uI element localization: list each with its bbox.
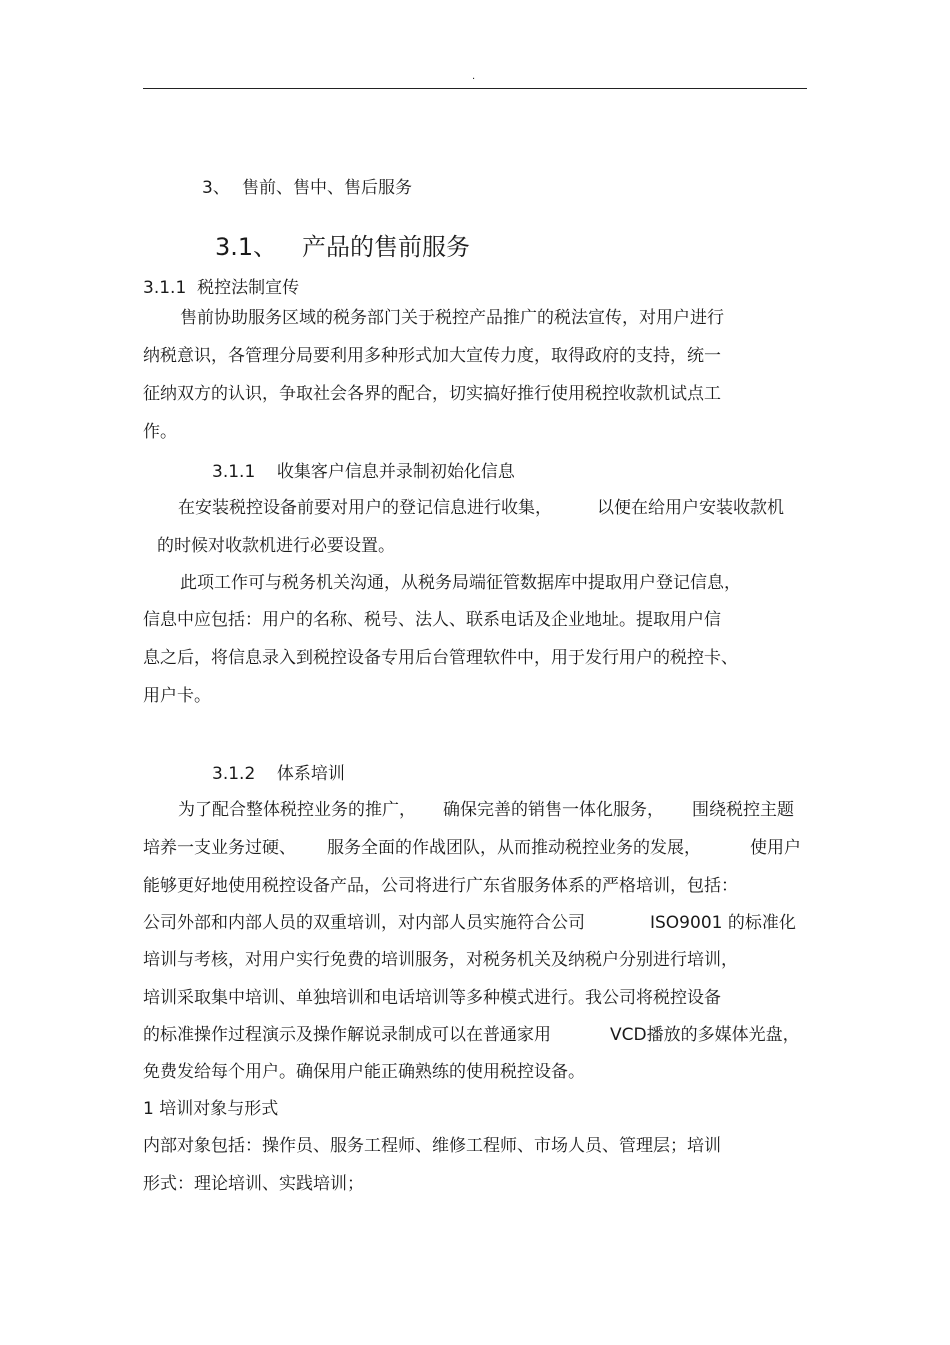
paragraph-line: 内部对象包括：操作员、服务工程师、维修工程师、市场人员、管理层；培训 [143, 1136, 721, 1156]
subsection-heading-customer-info: 3.1.1 收集客户信息并录制初始化信息 [212, 462, 515, 482]
paragraph-line: 确保完善的销售一体化服务， [443, 800, 664, 820]
paragraph-line: 能够更好地使用税控设备产品，公司将进行广东省服务体系的严格培训，包括： [143, 876, 738, 896]
subsection-heading-tax-law: 3.1.1 税控法制宣传 [143, 278, 300, 298]
paragraph-line: 免费发给每个用户。确保用户能正确熟练的使用税控设备。 [143, 1062, 585, 1082]
paragraph-line: 在安装税控设备前要对用户的登记信息进行收集， [178, 498, 552, 518]
section-3-1-title: 产品的售前服务 [302, 233, 470, 261]
paragraph-line: 以便在给用户安装收款机 [597, 498, 784, 518]
paragraph-line: 息之后，将信息录入到税控设备专用后台管理软件中，用于发行用户的税控卡、 [143, 648, 738, 668]
paragraph-line: 纳税意识，各管理分局要利用多种形式加大宣传力度，取得政府的支持，统一 [143, 346, 721, 366]
section-3-1-number: 3.1、 [215, 233, 278, 261]
section-3-heading: 售前、售中、售后服务 [242, 178, 412, 198]
paragraph-line: 售前协助服务区域的税务部门关于税控产品推广的税法宣传，对用户进行 [180, 308, 724, 328]
paragraph-line: 为了配合整体税控业务的推广， [178, 800, 416, 820]
header-mark: . [472, 71, 476, 82]
paragraph-line: VCD播放的多媒体光盘， [610, 1025, 800, 1045]
paragraph-line: 信息中应包括：用户的名称、税号、法人、联系电话及企业地址。提取用户信 [143, 610, 721, 630]
paragraph-line: 培养一支业务过硬、 [143, 838, 296, 858]
section-3-number: 3、 [202, 178, 230, 198]
paragraph-line: 的标准操作过程演示及操作解说录制成可以在普通家用 [143, 1025, 551, 1045]
paragraph-line: 用户卡。 [143, 686, 211, 706]
paragraph-line: 围绕税控主题 [692, 800, 794, 820]
paragraph-line: 此项工作可与税务机关沟通，从税务局端征管数据库中提取用户登记信息， [180, 573, 741, 593]
paragraph-line: 作。 [143, 422, 177, 442]
paragraph-line: 征纳双方的认识，争取社会各界的配合，切实搞好推行使用税控收款机试点工 [143, 384, 721, 404]
paragraph-line: 培训与考核，对用户实行免费的培训服务，对税务机关及纳税户分别进行培训， [143, 950, 738, 970]
paragraph-line: 形式：理论培训、实践培训； [143, 1174, 364, 1194]
paragraph-line: 培训采取集中培训、单独培训和电话培训等多种模式进行。我公司将税控设备 [143, 988, 721, 1008]
header-rule [143, 88, 807, 89]
paragraph-line: ISO9001 的标准化 [650, 913, 796, 933]
paragraph-line: 的时候对收款机进行必要设置。 [157, 536, 395, 556]
paragraph-line: 公司外部和内部人员的双重培训，对内部人员实施符合公司 [143, 913, 585, 933]
subsection-heading-training: 3.1.2 体系培训 [212, 764, 345, 784]
paragraph-line: 服务全面的作战团队，从而推动税控业务的发展， [327, 838, 701, 858]
paragraph-line: 使用户 [750, 838, 801, 858]
training-heading: 1 培训对象与形式 [143, 1099, 279, 1119]
